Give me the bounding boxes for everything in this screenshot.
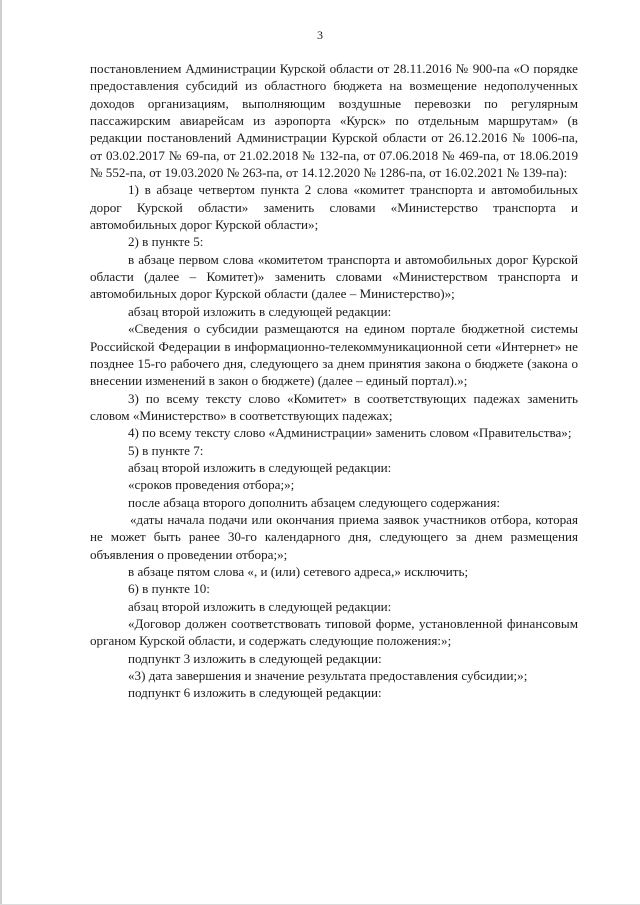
paragraph-item-6-sub3: подпункт 3 изложить в следующей редакции: bbox=[128, 650, 382, 666]
document-body bbox=[90, 60, 578, 702]
paragraph-item-6-quote: «Договор должен соответствовать типовой форме, установленной финансовым органом Курской области, и содержать следующие положения:»; bbox=[90, 616, 578, 649]
paragraph-item-2: 2) в пункте 5: bbox=[128, 234, 204, 250]
paragraph-item-5-second: абзац второй изложить в следующей редакции: bbox=[128, 459, 392, 475]
paragraph-item-2-quote: «Сведения о субсидии размещаются на едином портале бюджетной системы Российской Федерации в информационно-телекоммуникационной сети «Интернет» не позднее 15-го рабочего дня, следующего за днем принятия закона о бюджете (закона о внесении изменений в закон о бюджете) (далее – единый портал).»; bbox=[90, 321, 578, 389]
paragraph-item-6-sub3-quote: «3) дата завершения и значение результата предоставления субсидии;»; bbox=[128, 668, 528, 684]
paragraph-intro: постановлением Администрации Курской области от 28.11.2016 № 900-па «О порядке предоставления субсидий из областного бюджета на возмещение недополученных доходов организациям, выполняющим воздушные перевозки по регулярным пассажирским авиарейсам из аэропорта «Курск» по отдельным маршрутам» (в редакции постановлений Администрации Курской области от 26.12.2016 № 1006-па, от 03.02.2017 № 69-па, от 21.02.2018 № 132-па, от 07.06.2018 № 469-па, от 18.06.2019 № 552-па, от 19.03.2020 № 263-па, от 14.12.2020 № 1286-па, от 16.02.2021 № 139-па): bbox=[90, 61, 578, 181]
paragraph-item-6-second: абзац второй изложить в следующей редакции: bbox=[128, 598, 392, 614]
paragraph-item-5-addition-quote: «даты начала подачи или окончания приема заявок участников отбора, которая не может быть ранее 30-го календарного дня, следующего за днем размещения объявления о проведении отбора;»; bbox=[90, 511, 578, 562]
paragraph-item-4: 4) по всему тексту слово «Администрации» заменить словом «Правительства»; bbox=[128, 425, 572, 441]
page-number: 3 bbox=[317, 28, 323, 42]
paragraph-item-6-sub6: подпункт 6 изложить в следующей редакции: bbox=[128, 685, 382, 701]
paragraph-item-5-quote: «сроков проведения отбора;»; bbox=[128, 477, 295, 493]
paragraph-item-2-second: абзац второй изложить в следующей редакции: bbox=[128, 303, 392, 319]
paragraph-item-5-addition: после абзаца второго дополнить абзацем следующего содержания: bbox=[128, 494, 500, 510]
scan-edge-left bbox=[0, 0, 2, 905]
paragraph-item-5-fifth: в абзаце пятом слова «, и (или) сетевого адреса,» исключить; bbox=[128, 563, 469, 579]
paragraph-item-5: 5) в пункте 7: bbox=[128, 442, 204, 458]
paragraph-item-1: 1) в абзаце четвертом пункта 2 слова «комитет транспорта и автомобильных дорог Курской области» заменить словами «Министерство транспорта и автомобильных дорог Курской области»; bbox=[90, 182, 578, 233]
paragraph-item-6: 6) в пункте 10: bbox=[128, 581, 210, 597]
paragraph-item-3: 3) по всему тексту слово «Комитет» в соответствующих падежах заменить словом «Министерство» в соответствующих падежах; bbox=[90, 390, 578, 423]
paragraph-item-2-first: в абзаце первом слова «комитетом транспорта и автомобильных дорог Курской области (далее – Комитет)» заменить словами «Министерством транспорта и автомобильных дорог Курской области (далее – Министерство)»; bbox=[90, 251, 578, 302]
